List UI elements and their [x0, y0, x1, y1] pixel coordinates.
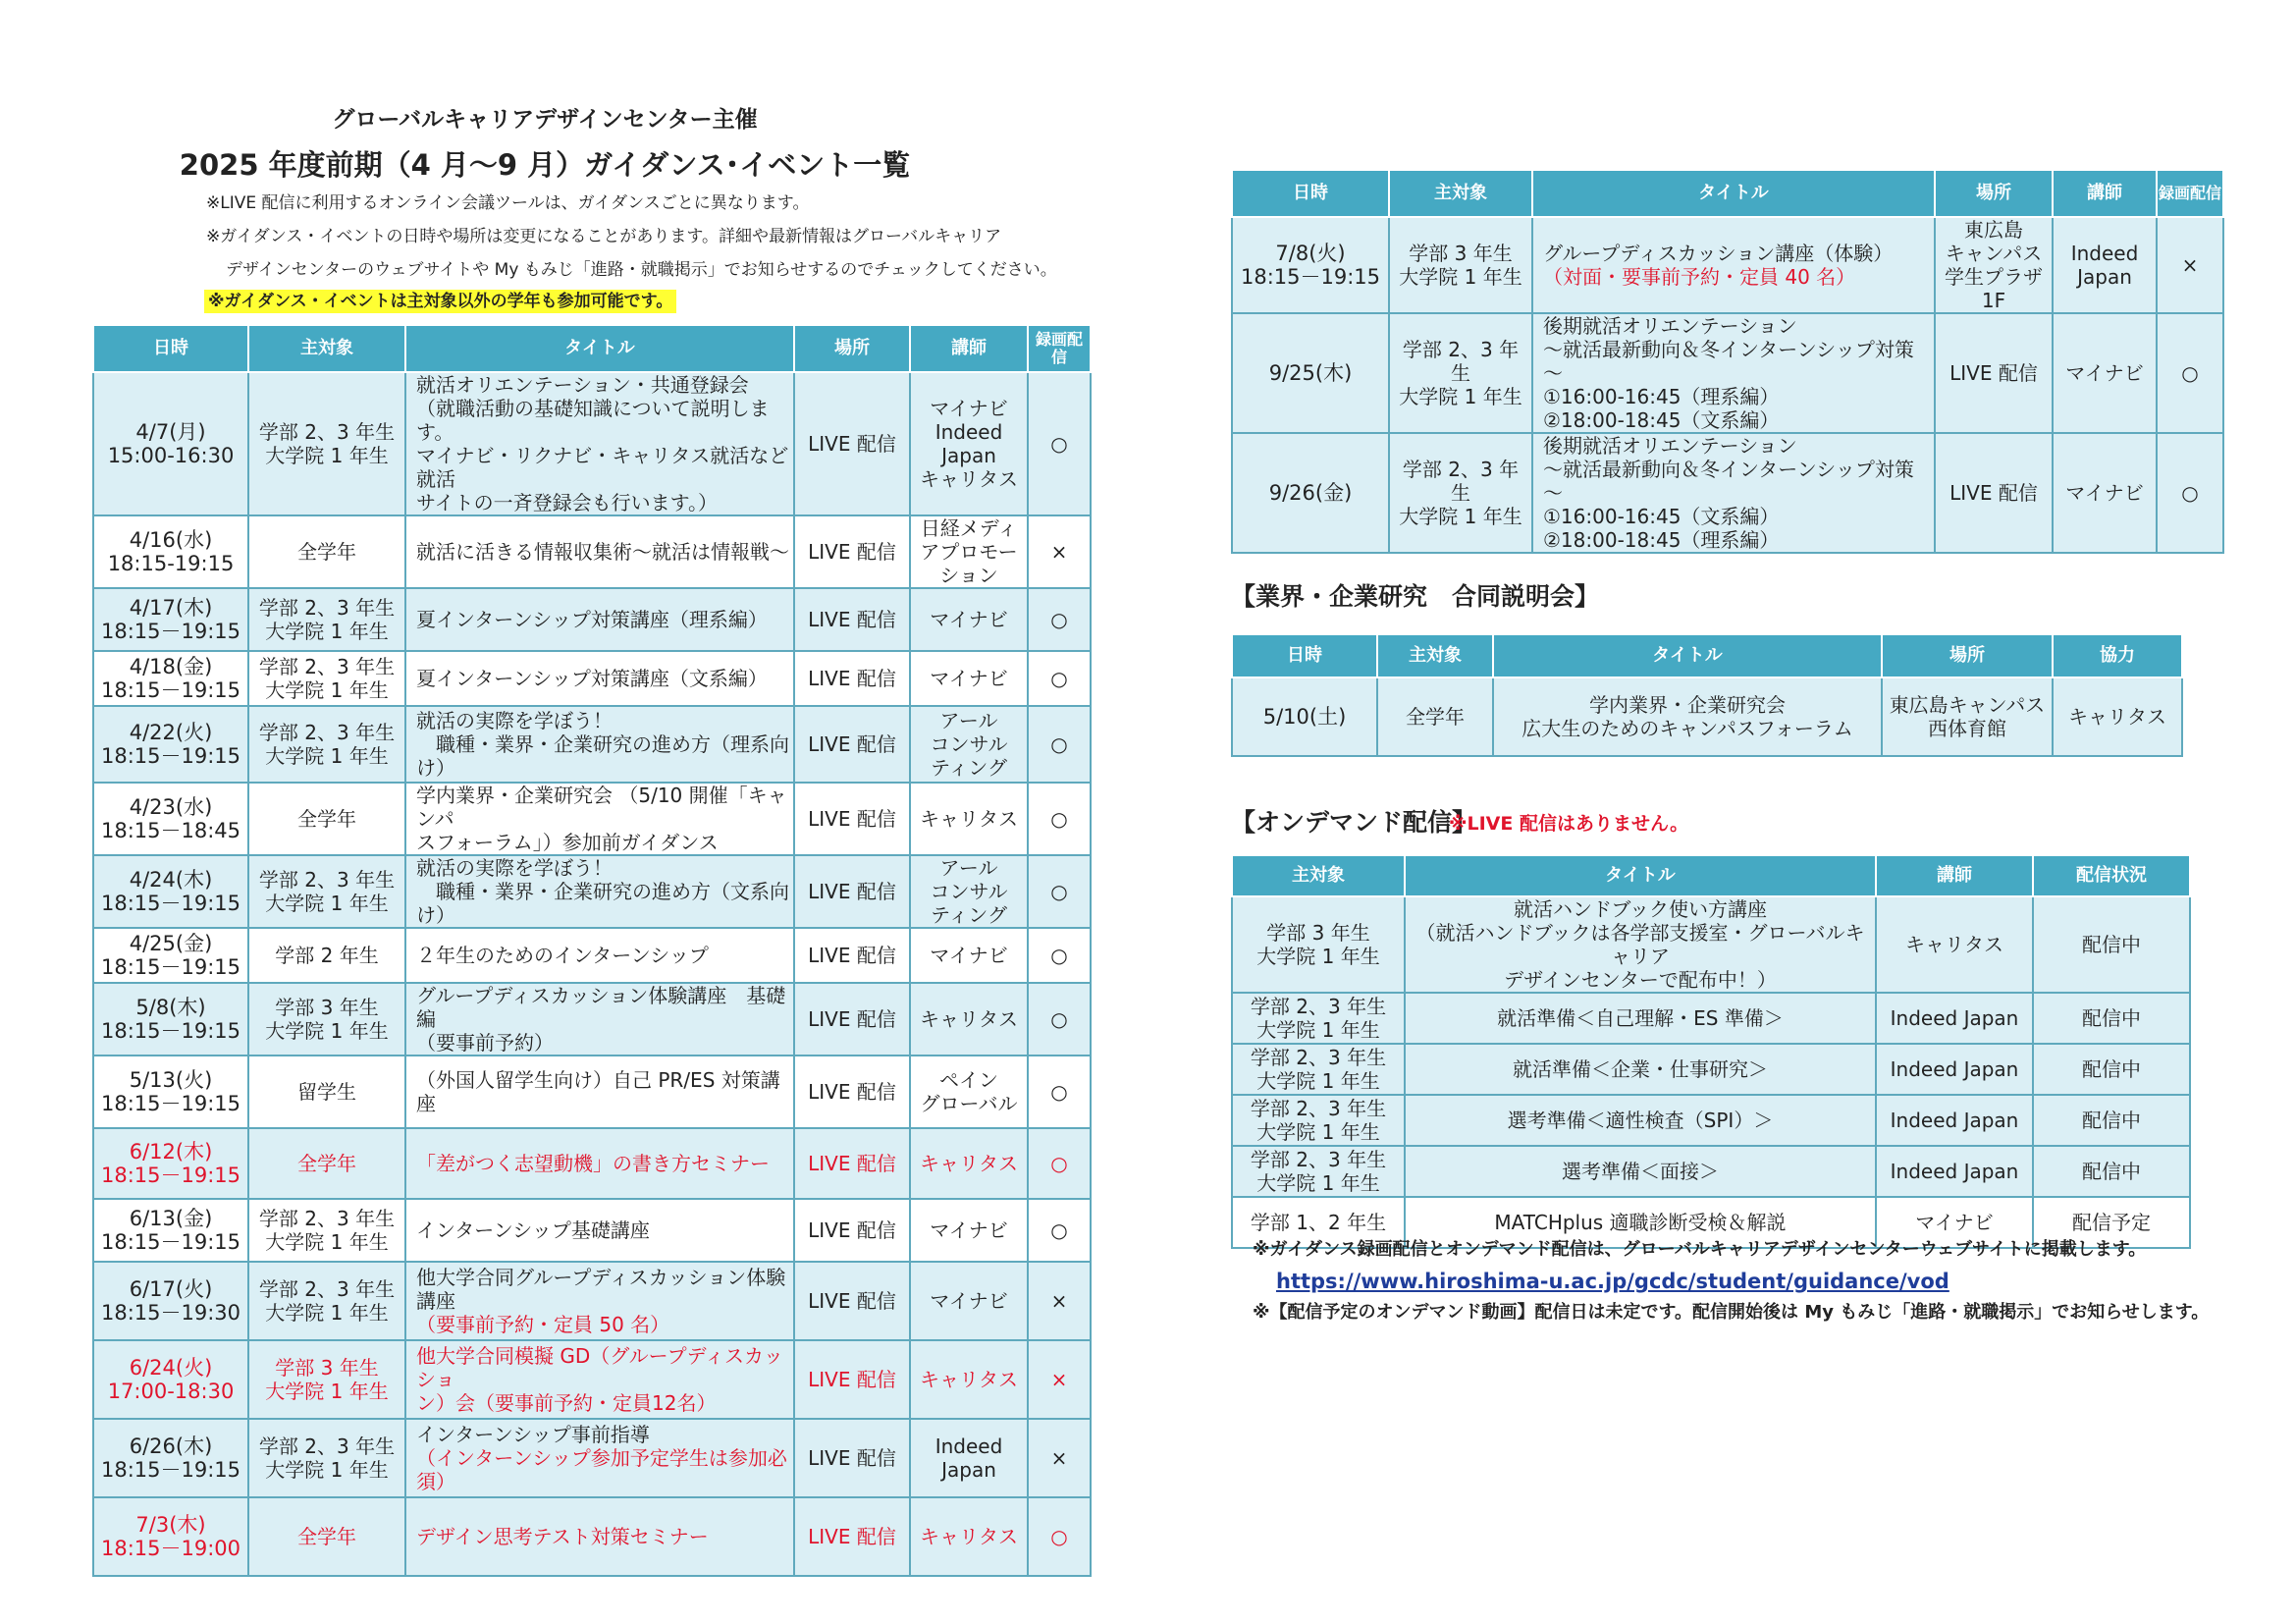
ondemand-status: 配信中 [2033, 1146, 2190, 1197]
table-row [93, 1128, 1091, 1199]
table-row [1232, 217, 2223, 313]
event-recording: × [2157, 217, 2223, 313]
ondemand-status: 配信中 [2033, 1044, 2190, 1095]
col-target: 主対象 [1389, 170, 1532, 217]
footer-note-1: ※ガイダンス録画配信とオンデマンド配信は、グローバルキャリアデザインセンターウェブサイトに掲載します。 [1253, 1239, 2147, 1260]
event-datetime: 4/7(月) 15:00-16:30 [93, 372, 248, 515]
event-date: 5/10(土) [1232, 677, 1377, 756]
ondemand-target: 学部 2、3 年生 大学院 1 年生 [1232, 1095, 1405, 1146]
col-datetime: 日時 [1232, 170, 1389, 217]
ondemand-target: 学部 2、3 年生 大学院 1 年生 [1232, 1044, 1405, 1095]
event-place: LIVE 配信 [794, 855, 910, 928]
event-target: 学部 2、3 年生 大学院 1 年生 [248, 1199, 405, 1262]
table-row [93, 1340, 1091, 1419]
event-place: LIVE 配信 [794, 1199, 910, 1262]
table-row [1232, 433, 2223, 553]
ondemand-lecturer: Indeed Japan [1876, 1044, 2033, 1095]
event-recording: ○ [1028, 372, 1091, 515]
event-lecturer: マイナビ [910, 588, 1028, 651]
table-row [93, 372, 1091, 515]
event-datetime: 4/22(火) 18:15－19:15 [93, 706, 248, 783]
event-datetime: 9/26(金) [1232, 433, 1389, 553]
event-target: 学部 3 年生 大学院 1 年生 [248, 1340, 405, 1419]
event-lecturer: 日経メディ アプロモー ション [910, 515, 1028, 588]
note-2: ※ガイダンス・イベントの日時や場所は変更になることがあります。詳細や最新情報はグローバルキャリア [206, 227, 1002, 246]
event-datetime: 4/24(木) 18:15－19:15 [93, 855, 248, 928]
event-datetime: 4/18(金) 18:15－19:15 [93, 651, 248, 706]
col-title: タイトル [405, 325, 794, 372]
table-row [1232, 1146, 2190, 1197]
event-title: グループディスカッション講座（体験） （対面・要事前予約・定員 40 名） [1532, 217, 1935, 313]
event-lecturer: Indeed Japan [910, 1419, 1028, 1497]
event-lecturer: キャリタス [910, 783, 1028, 855]
col-lecturer: 講師 [910, 325, 1028, 372]
event-title: 後期就活オリエンテーション ～就活最新動向＆冬インターンシップ対策～ ①16:00-16:45（理系編） ②18:00-18:45（文系編） [1532, 313, 1935, 433]
event-lecturer: アール コンサル ティング [910, 855, 1028, 928]
event-lecturer: キャリタス [910, 1128, 1028, 1199]
event-title: 他大学合同グループディスカッション体験講座 （要事前予約・定員 50 名） [405, 1262, 794, 1340]
event-datetime: 4/23(水) 18:15－18:45 [93, 783, 248, 855]
col-title: タイトル [1405, 855, 1876, 896]
event-datetime: 4/16(水) 18:15-19:15 [93, 515, 248, 588]
event-recording: × [1028, 515, 1091, 588]
event-lecturer: Indeed Japan [2053, 217, 2157, 313]
event-title: デザイン思考テスト対策セミナー [405, 1497, 794, 1576]
vod-link[interactable]: https://www.hiroshima-u.ac.jp/gcdc/student/guidance/vod [1276, 1270, 1949, 1293]
event-place: LIVE 配信 [794, 983, 910, 1056]
page-title: 2025 年度前期（4 月～9 月）ガイダンス･イベント一覧 [179, 148, 911, 182]
table-row [1232, 896, 2190, 993]
event-title: ２年生のためのインターンシップ [405, 928, 794, 983]
event-recording: × [1028, 1419, 1091, 1497]
event-recording: ○ [1028, 928, 1091, 983]
event-target: 学部 3 年生 大学院 1 年生 [248, 983, 405, 1056]
col-title: タイトル [1493, 634, 1882, 677]
event-datetime: 6/13(金) 18:15－19:15 [93, 1199, 248, 1262]
event-recording: ○ [2157, 313, 2223, 433]
col-target: 主対象 [1232, 855, 1405, 896]
event-lecturer: マイナビ [2053, 433, 2157, 553]
ondemand-title: 就活準備＜企業・仕事研究＞ [1405, 1044, 1876, 1095]
col-place: 場所 [1935, 170, 2053, 217]
event-lecturer: マイナビ [910, 651, 1028, 706]
col-lecturer: 講師 [2053, 170, 2157, 217]
event-datetime: 5/13(火) 18:15－19:15 [93, 1056, 248, 1128]
event-lecturer: マイナビ [910, 1199, 1028, 1262]
event-datetime: 4/17(木) 18:15－19:15 [93, 588, 248, 651]
event-lecturer: キャリタス [910, 1340, 1028, 1419]
event-datetime: 9/25(木) [1232, 313, 1389, 433]
event-lecturer: ペイン グローバル [910, 1056, 1028, 1128]
event-target: 全学年 [248, 515, 405, 588]
event-recording: ○ [1028, 1199, 1091, 1262]
event-recording: ○ [1028, 1497, 1091, 1576]
event-target: 学部 3 年生 大学院 1 年生 [1389, 217, 1532, 313]
event-recording: ○ [1028, 706, 1091, 783]
event-datetime: 6/26(木) 18:15－19:15 [93, 1419, 248, 1497]
event-recording: ○ [1028, 855, 1091, 928]
event-partner: キャリタス [2053, 677, 2182, 756]
event-lecturer: マイナビ Indeed Japan キャリタス [910, 372, 1028, 515]
ondemand-status: 配信予定 [2033, 1197, 2190, 1248]
table-row [1232, 313, 2223, 433]
event-lecturer: マイナビ [910, 1262, 1028, 1340]
event-datetime: 7/3(木) 18:15－19:00 [93, 1497, 248, 1576]
table-row [1232, 1095, 2190, 1146]
event-recording: × [1028, 1262, 1091, 1340]
event-target: 学部 2、3 年生 大学院 1 年生 [248, 651, 405, 706]
ondemand-title: 選考準備＜面接＞ [1405, 1146, 1876, 1197]
col-datetime: 日時 [1232, 634, 1377, 677]
ondemand-title: MATCHplus 適職診断受検＆解説 [1405, 1197, 1876, 1248]
event-title: 夏インターンシップ対策講座（理系編） [405, 588, 794, 651]
industry-heading: 【業界・企業研究 合同説明会】 [1231, 582, 1600, 611]
event-datetime: 5/8(木) 18:15－19:15 [93, 983, 248, 1056]
col-target: 主対象 [248, 325, 405, 372]
event-lecturer: マイナビ [2053, 313, 2157, 433]
event-title: 学内業界・企業研究会 広大生のためのキャンパスフォーラム [1493, 677, 1882, 756]
event-recording: ○ [1028, 651, 1091, 706]
event-title: グループディスカッション体験講座 基礎編 （要事前予約） [405, 983, 794, 1056]
footer-note-2: ※【配信予定のオンデマンド動画】配信日は未定です。配信開始後は My もみじ「進路・就職掲示」でお知らせします。 [1253, 1302, 2210, 1323]
ondemand-table [1231, 854, 2191, 1249]
col-status: 配信状況 [2033, 855, 2190, 896]
event-place: LIVE 配信 [794, 372, 910, 515]
event-place: LIVE 配信 [794, 515, 910, 588]
table-row [93, 1262, 1091, 1340]
event-target: 留学生 [248, 1056, 405, 1128]
col-place: 場所 [794, 325, 910, 372]
note-1: ※LIVE 配信に利用するオンライン会議ツールは、ガイダンスごとに異なります。 [206, 193, 810, 213]
event-target: 全学年 [248, 1128, 405, 1199]
ondemand-target: 学部 1、2 年生 [1232, 1197, 1405, 1248]
event-target: 学部 2、3 年生 大学院 1 年生 [248, 588, 405, 651]
event-recording: ○ [1028, 983, 1091, 1056]
ondemand-target: 学部 2、3 年生 大学院 1 年生 [1232, 993, 1405, 1044]
event-title: インターンシップ基礎講座 [405, 1199, 794, 1262]
table-row [1232, 993, 2190, 1044]
ondemand-status: 配信中 [2033, 993, 2190, 1044]
event-target: 学部 2、3 年生 大学院 1 年生 [1389, 313, 1532, 433]
table-row [1232, 1044, 2190, 1095]
ondemand-lecturer: キャリタス [1876, 896, 2033, 993]
event-recording: ○ [1028, 1056, 1091, 1128]
event-place: LIVE 配信 [794, 783, 910, 855]
event-place: 東広島 キャンパス 学生プラザ 1F [1935, 217, 2053, 313]
event-title: 学内業界・企業研究会 （5/10 開催「キャンパ スフォーラム」）参加前ガイダンス [405, 783, 794, 855]
table-row [93, 1497, 1091, 1576]
col-recording: 録画配信 [2157, 170, 2223, 217]
event-title: （外国人留学生向け）自己 PR/ES 対策講座 [405, 1056, 794, 1128]
event-title: 他大学合同模擬 GD（グループディスカッショ ン）会（要事前予約・定員12名） [405, 1340, 794, 1419]
event-recording: ○ [1028, 783, 1091, 855]
event-title: 就活に活きる情報収集術～就活は情報戦～ [405, 515, 794, 588]
event-title: インターンシップ事前指導 （インターンシップ参加予定学生は参加必須） [405, 1419, 794, 1497]
col-partner: 協力 [2053, 634, 2182, 677]
ondemand-title: 就活ハンドブック使い方講座 （就活ハンドブックは各学部支援室・グローバルキャリア デザインセンターで配布中！） [1405, 896, 1876, 993]
col-datetime: 日時 [93, 325, 248, 372]
ondemand-lecturer: Indeed Japan [1876, 993, 2033, 1044]
table-row [93, 928, 1091, 983]
col-recording: 録画配信 [1028, 325, 1091, 372]
table-row [93, 783, 1091, 855]
table-row [93, 983, 1091, 1056]
event-lecturer: キャリタス [910, 1497, 1028, 1576]
event-place: LIVE 配信 [794, 1340, 910, 1419]
table-row [93, 651, 1091, 706]
event-place: LIVE 配信 [794, 1128, 910, 1199]
event-title: 就活の実際を学ぼう！ 職種・業界・企業研究の進め方（文系向け） [405, 855, 794, 928]
event-datetime: 6/24(火) 17:00-18:30 [93, 1340, 248, 1419]
event-target: 学部 2、3 年生 大学院 1 年生 [248, 372, 405, 515]
ondemand-lecturer: Indeed Japan [1876, 1146, 2033, 1197]
organizer-heading: グローバルキャリアデザインセンター主催 [332, 107, 758, 133]
event-place: LIVE 配信 [794, 588, 910, 651]
event-place: 東広島キャンパス 西体育館 [1882, 677, 2053, 756]
event-recording: ○ [1028, 588, 1091, 651]
event-datetime: 7/8(火) 18:15－19:15 [1232, 217, 1389, 313]
event-target: 学部 2 年生 [248, 928, 405, 983]
event-place: LIVE 配信 [794, 928, 910, 983]
ondemand-target: 学部 3 年生 大学院 1 年生 [1232, 896, 1405, 993]
ondemand-status: 配信中 [2033, 896, 2190, 993]
ondemand-heading: 【オンデマンド配信】 [1231, 808, 1477, 837]
industry-table [1231, 633, 2183, 757]
table-row [93, 1199, 1091, 1262]
event-title: 後期就活オリエンテーション ～就活最新動向＆冬インターンシップ対策～ ①16:00-16:45（文系編） ②18:00-18:45（理系編） [1532, 433, 1935, 553]
event-target: 学部 2、3 年生 大学院 1 年生 [248, 1419, 405, 1497]
table-row [93, 855, 1091, 928]
event-recording: ○ [2157, 433, 2223, 553]
table-row [93, 1419, 1091, 1497]
event-target: 学部 2、3 年生 大学院 1 年生 [248, 1262, 405, 1340]
highlight-note: ※ガイダンス・イベントは主対象以外の学年も参加可能です。 [204, 290, 676, 313]
col-place: 場所 [1882, 634, 2053, 677]
event-lecturer: マイナビ [910, 928, 1028, 983]
event-recording: × [1028, 1340, 1091, 1419]
event-place: LIVE 配信 [1935, 313, 2053, 433]
event-target: 学部 2、3 年生 大学院 1 年生 [1389, 433, 1532, 553]
table-row [93, 1056, 1091, 1128]
event-recording: ○ [1028, 1128, 1091, 1199]
ondemand-title: 選考準備＜適性検査（SPI）＞ [1405, 1095, 1876, 1146]
ondemand-note: ※LIVE 配信はありません。 [1449, 813, 1689, 835]
event-place: LIVE 配信 [794, 1419, 910, 1497]
ondemand-title: 就活準備＜自己理解・ES 準備＞ [1405, 993, 1876, 1044]
event-title: 就活オリエンテーション・共通登録会 （就職活動の基礎知識について説明します。 マイナビ・リクナビ・キャリタス就活など就活 サイトの一斉登録会も行います。） [405, 372, 794, 515]
event-datetime: 6/17(火) 18:15－19:30 [93, 1262, 248, 1340]
event-place: LIVE 配信 [794, 1497, 910, 1576]
guidance-table [92, 324, 1092, 1577]
event-title: 「差がつく志望動機」の書き方セミナー [405, 1128, 794, 1199]
event-lecturer: アール コンサル ティング [910, 706, 1028, 783]
event-target: 全学年 [1377, 677, 1493, 756]
event-place: LIVE 配信 [794, 1056, 910, 1128]
event-datetime: 6/12(木) 18:15－19:15 [93, 1128, 248, 1199]
event-target: 学部 2、3 年生 大学院 1 年生 [248, 855, 405, 928]
event-place: LIVE 配信 [1935, 433, 2053, 553]
table-row [93, 706, 1091, 783]
table-row [1232, 677, 2182, 756]
table-row [93, 515, 1091, 588]
col-lecturer: 講師 [1876, 855, 2033, 896]
event-lecturer: キャリタス [910, 983, 1028, 1056]
event-target: 学部 2、3 年生 大学院 1 年生 [248, 706, 405, 783]
event-place: LIVE 配信 [794, 651, 910, 706]
col-target: 主対象 [1377, 634, 1493, 677]
event-datetime: 4/25(金) 18:15－19:15 [93, 928, 248, 983]
event-title: 就活の実際を学ぼう！ 職種・業界・企業研究の進め方（理系向け） [405, 706, 794, 783]
guidance-table-2 [1231, 169, 2224, 554]
table-row [93, 588, 1091, 651]
note-3: デザインセンターのウェブサイトや My もみじ「進路・就職掲示」でお知らせするのでチェックしてください。 [226, 260, 1057, 280]
ondemand-status: 配信中 [2033, 1095, 2190, 1146]
event-target: 全学年 [248, 783, 405, 855]
event-place: LIVE 配信 [794, 706, 910, 783]
ondemand-target: 学部 2、3 年生 大学院 1 年生 [1232, 1146, 1405, 1197]
col-title: タイトル [1532, 170, 1935, 217]
ondemand-lecturer: Indeed Japan [1876, 1095, 2033, 1146]
event-place: LIVE 配信 [794, 1262, 910, 1340]
event-title: 夏インターンシップ対策講座（文系編） [405, 651, 794, 706]
event-target: 全学年 [248, 1497, 405, 1576]
ondemand-lecturer: マイナビ [1876, 1197, 2033, 1248]
